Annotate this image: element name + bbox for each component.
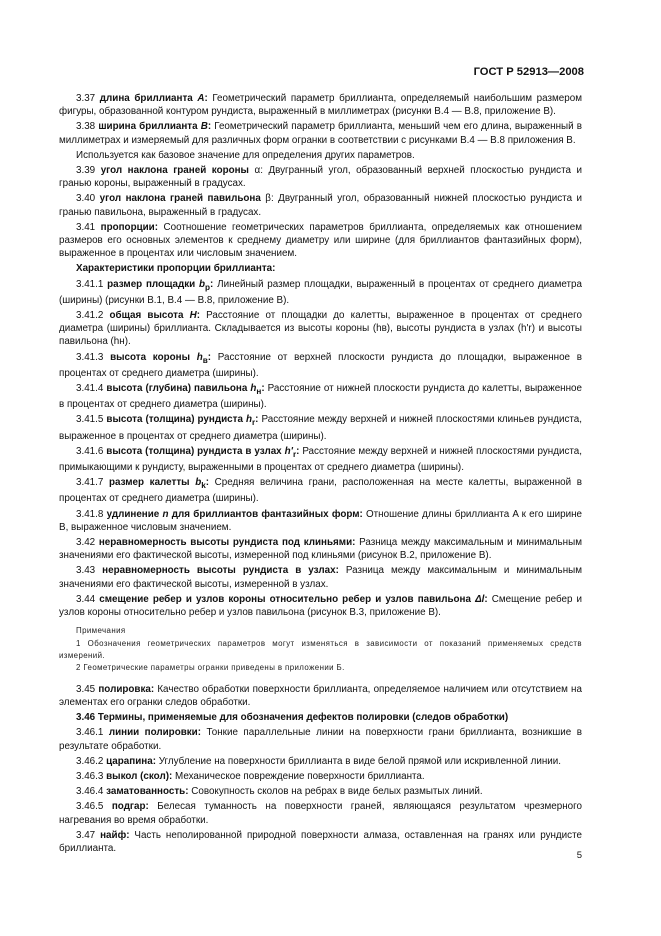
paragraph-3-41-3: 3.41.3 высота короны $h_в$: Расстояние от верхней плоскости рундиста до площадки, выраженное в процентах от среднего диаметра (ширины).	[59, 351, 582, 379]
clause-number: 3.46.2	[76, 755, 104, 767]
note-item: 2 Геометрические параметры огранки приведены в приложении Б.	[76, 663, 345, 673]
paragraph-3-46-4: 3.46.4 заматованность: Совокупность сколов на ребрах в виде белых размытых линий.	[76, 786, 483, 798]
term: высота (толщина) рундиста в узлах	[106, 445, 282, 457]
term: общая высота	[109, 310, 184, 322]
symbol: h	[196, 351, 203, 363]
term: угол наклона граней короны	[100, 165, 249, 177]
symbol: b	[199, 278, 206, 290]
document-body	[59, 92, 582, 857]
paragraph-3-46-5: 3.46.5 подгар: Белесая туманность на поверхности граней, являющаяся результатом чрезмерного нагревания во время обработки.	[59, 801, 582, 826]
paragraph-3-41-7: 3.41.7 размер калетты $b_k$: Средняя величина грани, расположенная на месте калетты, выраженной в процентах от среднего диаметра (ширины).	[59, 477, 582, 505]
clause-number: 3.38	[76, 121, 96, 133]
paragraph-3-44: 3.44 смещение ребер и узлов короны относительно ребер и узлов павильона Δl: Смещение ребер и узлов короны относительно ребер и узлов павильона (рисунок В.3, приложение В).	[59, 593, 582, 618]
definition: Тонкие параллельные линии на поверхности грани бриллианта, возникшие в результате обработки.	[59, 727, 582, 752]
symbol-subscript: r	[251, 418, 256, 428]
term: смещение ребер и узлов короны относительно ребер и узлов павильона	[99, 593, 471, 605]
clause-number: 3.41.2	[76, 310, 104, 322]
paragraph-3-41-4: 3.41.4 высота (глубина) павильона $h_н$: Расстояние от нижней плоскости рундиста до калетты, выраженное в процентах от среднего диаметра (ширины).	[59, 383, 582, 411]
note-item: 1 Обозначения геометрических параметров могут изменяться в зависимости от показаний применяемых средств измерений.	[59, 638, 582, 660]
document-header: ГОСТ Р 52913—2008	[473, 66, 584, 78]
definition: Механическое повреждение поверхности бриллианта.	[175, 770, 425, 782]
definition: Расстояние между верхней и нижней плоскостями клиньев рундиста, выраженное в процентах от среднего диаметра (ширины).	[59, 414, 582, 442]
symbol: b	[195, 477, 202, 489]
symbol-subscript: p	[205, 282, 211, 292]
symbol-subscript: н	[256, 386, 262, 396]
notes-title: Примечания	[76, 626, 126, 636]
symbol: B	[200, 121, 208, 133]
clause-number: 3.46.1	[76, 727, 104, 739]
term: подгар	[111, 801, 146, 813]
term-qualifier: для бриллиантов фантазийных форм	[171, 508, 360, 520]
symbol: h	[245, 414, 252, 426]
symbol: h'	[284, 445, 293, 457]
symbol-subscript: в	[202, 355, 208, 365]
term: выкол (скол)	[106, 770, 169, 782]
clause-number: 3.39	[76, 165, 96, 177]
definition: Используется как базовое значение для определения других параметров.	[76, 149, 415, 161]
symbol-subscript: k	[201, 481, 206, 491]
clause-number: 3.41.6	[76, 445, 104, 457]
term: найф	[100, 829, 127, 841]
paragraph-3-46-3: 3.46.3 выкол (скол): Механическое повреждение поверхности бриллианта.	[76, 770, 425, 782]
term: удлинение	[106, 508, 160, 520]
term: высота (толщина) рундиста	[106, 414, 243, 426]
clause-number: 3.41.5	[76, 414, 104, 426]
clause-number: 3.42	[76, 536, 96, 548]
term: царапина	[106, 755, 153, 767]
term: высота короны	[110, 351, 190, 363]
term: заматованность	[106, 786, 186, 798]
paragraph-3-42: 3.42 неравномерность высоты рундиста под клиньями: Разница между максимальным и минимальным значениями его фактической высоты, измеренной под клиньями (рисунок В.2, приложение В).	[59, 536, 582, 562]
definition: Смещение ребер и узлов короны относительно ребер и узлов павильона (рисунок В.3, приложение В).	[59, 593, 582, 618]
paragraph-3-46-2: 3.46.2 царапина: Углубление на поверхности бриллианта в виде белой прямой или искривленной линии.	[76, 755, 562, 767]
symbol: h	[250, 383, 257, 394]
definition: Белесая туманность на поверхности граней, являющаяся результатом чрезмерного нагревания во время обработки.	[59, 801, 582, 826]
clause-number: 3.46.4	[76, 786, 104, 798]
paragraph-3-41-1: 3.41.1 размер площадки $b_p$: Линейный размер площадки, выраженный в процентах от среднего диаметра (ширины) (рисунки В.1, В.4 — В.8, приложение В).	[59, 278, 582, 306]
proportions-heading: Характеристики пропорции бриллианта:	[76, 263, 276, 275]
term: длина бриллианта	[99, 93, 193, 104]
definition: Линейный размер площадки, выраженный в процентах от среднего диаметра (ширины) (рисунки В.1, В.4 — В.8, приложение В).	[59, 278, 582, 306]
clause-number: 3.41.1	[76, 278, 104, 290]
definition: Углубление на поверхности бриллианта в виде белой прямой или искривленной линии.	[158, 755, 562, 767]
paragraph-3-41-5: 3.41.5 высота (толщина) рундиста $h_r$: Расстояние между верхней и нижней плоскостями клиньев рундиста, выраженное в процентах от среднего диаметра (ширины).	[59, 414, 582, 442]
definition: Геометрический параметр бриллианта, меньший чем его длина, выраженный в миллиметрах и измеряемый для различных форм огранки в соответствии с рисунками В.4 — В.8 приложения В.	[59, 121, 582, 146]
paragraph-note	[59, 149, 582, 162]
notes-block	[59, 625, 582, 675]
clause-number: 3.37	[76, 93, 96, 104]
definition: Расстояние между верхней и нижней плоскостями рундиста, примыкающими к рундисту, выраженными в процентах от среднего диаметра (ширины).	[59, 445, 582, 473]
term: пропорции	[100, 221, 155, 233]
symbol: n	[162, 508, 169, 520]
clause-number: 3.41.4	[76, 383, 104, 394]
symbol-subscript: r	[292, 449, 297, 459]
paragraph-3-38: 3.38 ширина бриллианта B: Геометрический параметр бриллианта, меньший чем его длина, выраженный в миллиметрах и измеряемый для различных форм огранки в соответствии с рисунками В.4 — В.8 приложения В.	[59, 121, 582, 146]
definition: Двугранный угол, образованный нижней плоскостью рундиста и гранью павильона, выраженный в градусах.	[59, 193, 582, 218]
paragraph-3-41-2: 3.41.2 общая высота H: Расстояние от площадки до калетты, выраженное в процентах от среднего диаметра (ширины) бриллианта. Складывается из высоты короны (hв), высоты рундиста в узлах (h'r) и высоты павильона (hн).	[59, 310, 582, 348]
definition: Расстояние от верхней плоскости рундиста до площадки, выраженное в процентах от среднего диаметра (ширины).	[59, 351, 582, 379]
clause-number: 3.41.8	[76, 508, 104, 520]
definition: Качество обработки поверхности бриллианта, определяемое наличием или отсутствием на элементах его огранки следов обработки.	[59, 683, 582, 708]
clause-number: 3.41.7	[76, 477, 104, 489]
page-number: 5	[576, 850, 582, 861]
paragraph-3-46-1: 3.46.1 линии полировки: Тонкие параллельные линии на поверхности грани бриллианта, возникшие в результате обработки.	[59, 727, 582, 752]
paragraph-3-39: 3.39 угол наклона граней короны α: Двугранный угол, образованный верхней плоскостью рундиста и гранью короны, выраженный в градусах.	[59, 165, 582, 190]
paragraph-3-45: 3.45 полировка: Качество обработки поверхности бриллианта, определяемое наличием или отсутствием на элементах его огранки следов обработки.	[59, 683, 582, 708]
clause-number: 3.46.3	[76, 770, 104, 782]
definition: Разница между максимальным и минимальным значениями его фактической высоты, измеренной в узлах.	[59, 565, 582, 590]
term: размер калетты	[109, 477, 190, 489]
definition: Разница между максимальным и минимальным значениями его фактической высоты, измеренной под клиньями (рисунок В.2, приложение В).	[59, 536, 582, 562]
clause-number: 3.40	[76, 193, 96, 205]
symbol: Δl	[475, 593, 485, 605]
symbol: H	[189, 310, 197, 322]
symbol: A	[197, 93, 205, 104]
definition: Двугранный угол, образованный верхней плоскостью рундиста и гранью короны, выраженный в градусах.	[59, 165, 582, 190]
definition: Совокупность сколов на ребрах в виде белых размытых линий.	[191, 786, 483, 798]
term: угол наклона граней павильона	[99, 193, 261, 205]
clause-number: 3.41.3	[76, 351, 104, 363]
definition: Отношение длины бриллианта A к его ширине B, выраженное числовым значением.	[59, 508, 582, 533]
term: размер площадки	[107, 278, 196, 290]
term: ширина бриллианта	[98, 121, 198, 133]
definition: Расстояние от нижней плоскости рундиста до калетты, выраженное в процентах от среднего диаметра (ширины).	[59, 383, 582, 411]
definition: Геометрический параметр бриллианта, определяемый наибольшим размером фигуры, образованной контуром рундиста, выраженный в миллиметрах (рисунки В.4 — В.8, приложение В).	[59, 93, 582, 118]
term: высота (глубина) павильона	[106, 383, 248, 394]
paragraph-3-37: 3.37 длина бриллианта A: Геометрический параметр бриллианта, определяемый наибольшим размером фигуры, образованной контуром рундиста, выраженный в миллиметрах (рисунки В.4 — В.8, приложение В).	[59, 93, 582, 118]
definition: Часть неполированной природной поверхности алмаза, оставленная на гранях или рундисте бриллианта.	[59, 829, 582, 854]
paragraph-3-41-8: 3.41.8 удлинение n для бриллиантов фантазийных форм: Отношение длины бриллианта A к его ширине B, выраженное числовым значением.	[59, 508, 582, 533]
term: неравномерность высоты рундиста под клиньями	[98, 536, 353, 548]
clause-number: 3.43	[76, 565, 96, 577]
clause-number: 3.47	[76, 829, 96, 841]
clause-number: 3.41	[76, 221, 96, 233]
paragraph-3-43: 3.43 неравномерность высоты рундиста в узлах: Разница между максимальным и минимальным значениями его фактической высоты, измеренной в узлах.	[59, 565, 582, 590]
definition: Средняя величина грани, расположенная на месте калетты, выраженной в процентах от среднего диаметра (ширины).	[59, 477, 582, 505]
definition: Расстояние от площадки до калетты, выраженное в процентах от среднего диаметра (ширины) бриллианта. Складывается из высоты короны (hв), высоты рундиста в узлах (h'r) и высоты павильона (hн).	[59, 310, 582, 348]
clause-number: 3.44	[76, 593, 96, 605]
paragraph-3-47: 3.47 найф: Часть неполированной природной поверхности алмаза, оставленная на гранях или рундисте бриллианта.	[59, 829, 582, 854]
term: линии полировки	[108, 727, 198, 739]
symbol: β	[265, 193, 271, 205]
paragraph-3-41: 3.41 пропорции: Соотношение геометрических параметров бриллианта, определяемых как отношением размеров его основных элементов к среднему диаметру или ширине (для бриллиантов фантазийных форм), выраженное в процентах или числовым значением.	[59, 221, 582, 260]
paragraph-3-40: 3.40 угол наклона граней павильона β: Двугранный угол, образованный нижней плоскостью рундиста и гранью павильона, выраженный в градусах.	[59, 193, 582, 218]
paragraph-3-41-6: 3.41.6 высота (толщина) рундиста в узлах $h'_r$: Расстояние между верхней и нижней плоскостями рундиста, примыкающими к рундисту, выраженными в процентах от среднего диаметра (ширины).	[59, 445, 582, 473]
symbol: α	[254, 165, 261, 177]
term: неравномерность высоты рундиста в узлах	[102, 565, 336, 577]
defects-heading: 3.46 Термины, применяемые для обозначения дефектов полировки (следов обработки)	[76, 712, 509, 724]
clause-number: 3.45	[76, 683, 96, 695]
clause-number: 3.46.5	[76, 801, 104, 813]
term: полировка	[98, 683, 151, 695]
definition: Соотношение геометрических параметров бриллианта, определяемых как отношением размеров его основных элементов к среднему диаметру или ширине (для бриллиантов фантазийных форм), выраженное в процентах или числовым значением.	[59, 221, 582, 260]
